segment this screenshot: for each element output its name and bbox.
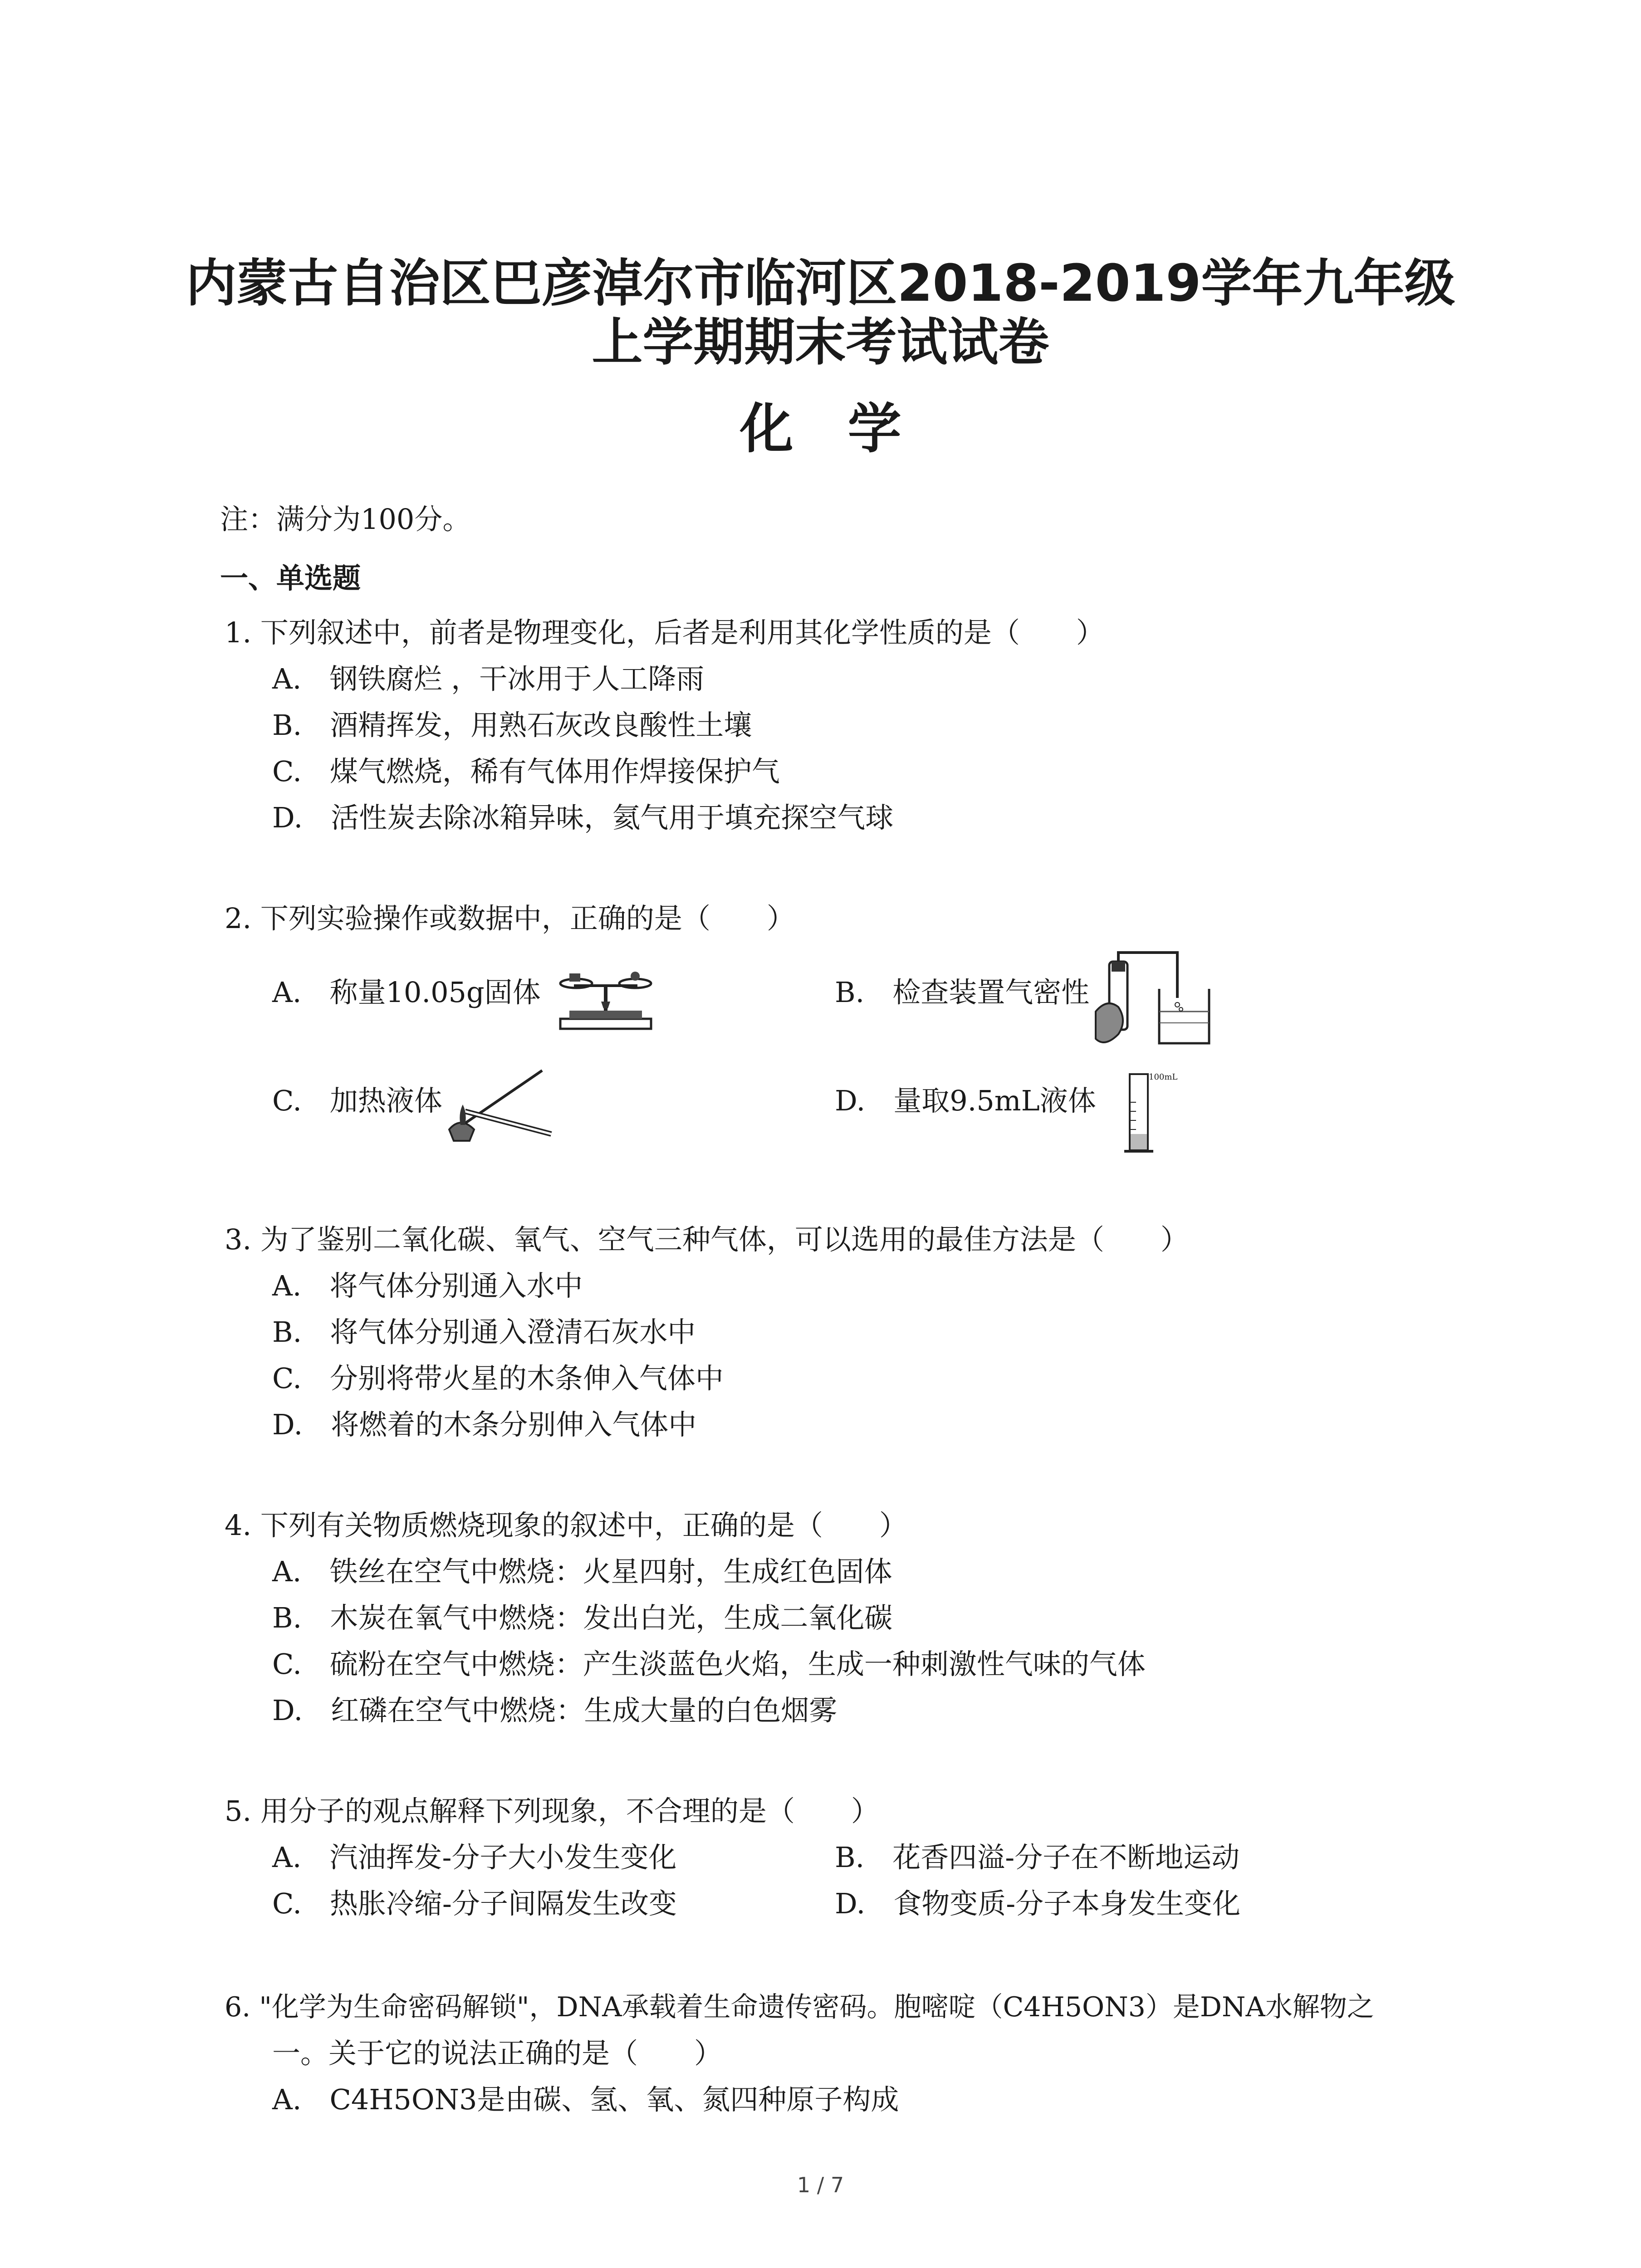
q6-stem-line1: 6. "化学为生命密码解锁"，DNA承载着生命遗传密码。胞嘧啶（C4H5ON3）是DNA水解物之 — [225, 1991, 1374, 2023]
q4-stem: 4. 下列有关物质燃烧现象的叙述中，正确的是（ ） — [225, 1509, 907, 1542]
q2-option-a: A. 称量10.05g固体 — [272, 976, 541, 1009]
q4-option-d: D. 红磷在空气中燃烧：生成大量的白色烟雾 — [272, 1694, 838, 1727]
exam-title-line2: 上学期期末考试试卷 — [592, 313, 1049, 372]
q5-option-a: A. 汽油挥发-分子大小发生变化 — [272, 1841, 677, 1874]
q2-option-d: D. 量取9.5mL液体 — [835, 1084, 1096, 1117]
q2-option-c: C. 加热液体 — [272, 1084, 442, 1117]
score-note: 注：满分为100分。 — [220, 503, 471, 536]
heating-liquid-illustration — [442, 1061, 560, 1143]
exam-title-line1: 内蒙古自治区巴彦淖尔市临河区2018-2019学年九年级 — [186, 254, 1455, 313]
q3-option-d: D. 将燃着的木条分别伸入气体中 — [272, 1408, 697, 1441]
exam-subject: 化学 — [740, 397, 956, 460]
q6-stem-line2: 一。关于它的说法正确的是（ ） — [272, 2037, 723, 2070]
page-number: 1 / 7 — [797, 2173, 844, 2197]
q3-stem: 3. 为了鉴别二氧化碳、氧气、空气三种气体，可以选用的最佳方法是（ ） — [225, 1223, 1189, 1256]
q3-option-c: C. 分别将带火星的木条伸入气体中 — [272, 1362, 724, 1395]
q5-stem: 5. 用分子的观点解释下列现象，不合理的是（ ） — [225, 1794, 879, 1828]
q6-option-a: A. C4H5ON3是由碳、氢、氧、氮四种原子构成 — [272, 2083, 899, 2116]
q1-stem: 1. 下列叙述中，前者是物理变化，后者是利用其化学性质的是（ ） — [225, 616, 1104, 649]
q1-option-d: D. 活性炭去除冰箱异味，氦气用于填充探空气球 — [272, 801, 894, 834]
graduated-cylinder-illustration — [1121, 1070, 1193, 1157]
q1-option-b: B. 酒精挥发，用熟石灰改良酸性土壤 — [272, 709, 752, 742]
q1-option-c: C. 煤气燃烧，稀有气体用作焊接保护气 — [272, 755, 780, 788]
cylinder-capacity-label: 100mL — [1149, 1072, 1178, 1082]
q3-option-a: A. 将气体分别通入水中 — [272, 1269, 583, 1302]
q3-option-b: B. 将气体分别通入澄清石灰水中 — [272, 1315, 696, 1349]
section-heading: 一、单选题 — [220, 562, 361, 595]
q5-option-b: B. 花香四溢-分子在不断地运动 — [835, 1841, 1240, 1874]
q4-option-c: C. 硫粉在空气中燃烧：产生淡蓝色火焰，生成一种刺激性气味的气体 — [272, 1647, 1146, 1681]
q1-option-a: A. 钢铁腐烂 ，干冰用于人工降雨 — [272, 662, 705, 695]
balance-scale-illustration — [556, 965, 656, 1033]
airtightness-check-illustration — [1091, 943, 1227, 1052]
q2-stem: 2. 下列实验操作或数据中，正确的是（ ） — [225, 902, 795, 935]
q4-option-b: B. 木炭在氧气中燃烧：发出白光，生成二氧化碳 — [272, 1601, 893, 1634]
q2-option-b: B. 检查装置气密性 — [835, 976, 1090, 1009]
q5-option-c: C. 热胀冷缩-分子间隔发生改变 — [272, 1887, 677, 1920]
q4-option-a: A. 铁丝在空气中燃烧：火星四射，生成红色固体 — [272, 1555, 892, 1588]
q5-option-d: D. 食物变质-分子本身发生变化 — [835, 1887, 1241, 1920]
